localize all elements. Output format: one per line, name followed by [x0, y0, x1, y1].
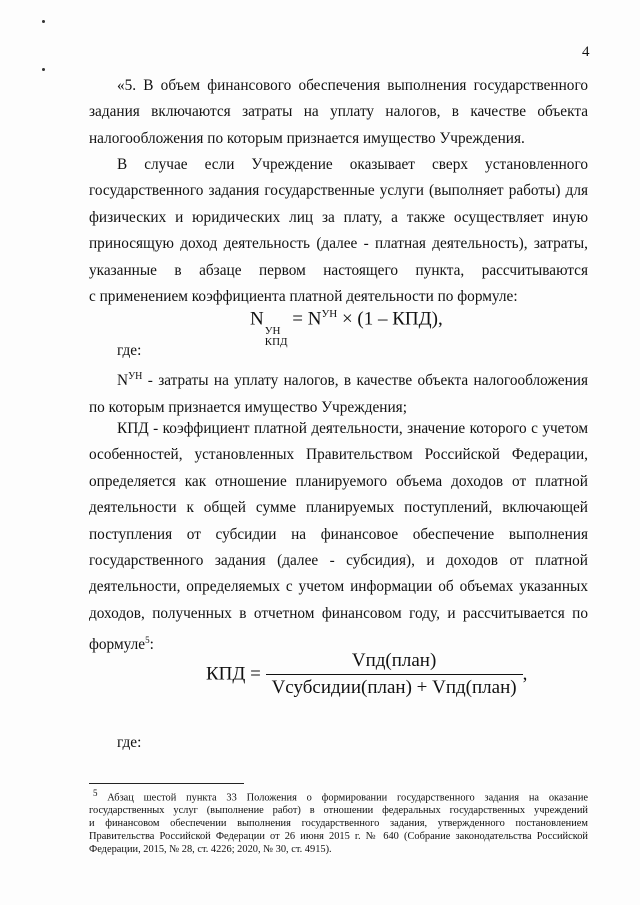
paragraph-1 — [89, 73, 588, 152]
def-text: - затраты на уплату налогов, в качестве объекта налогообложения — [142, 372, 588, 390]
where-label-1 — [89, 338, 588, 364]
text-line: поступления от субсидии на финансовое обеспечение выполнения — [89, 525, 588, 543]
formula-lhs: N — [250, 308, 264, 330]
formula-rhs-sup: УН — [321, 308, 338, 320]
page-number: 4 — [582, 44, 590, 60]
footnote-line: и финансовом обеспечении выполнения государственного задания, утвержденного постановлением — [89, 818, 588, 830]
footnote-mark: 5 — [93, 788, 98, 798]
text-line: деятельности, определяемых с учетом информации об объемах указанных — [89, 578, 588, 596]
text-line: В случае если Учреждение оказывает сверх установленного — [117, 156, 588, 173]
text-line: доходов, полученных в отчетном финансовом году, и рассчитывается по — [89, 604, 588, 622]
footnote — [89, 787, 588, 856]
footnote-text: Абзац шестой пункта 33 Положения о формировании государственного задания на оказание — [97, 792, 588, 804]
formula-lhs-sup: УН — [264, 325, 281, 338]
text-line: с применением коэффициента платной деятельности по формуле: — [89, 288, 518, 306]
scan-dot — [42, 20, 45, 23]
formula-lhs: КПД = — [206, 663, 266, 685]
formula-lhs-sub: КПД — [264, 336, 288, 349]
text-fragment: формуле — [89, 636, 146, 654]
text-line: деятельности к общей сумме планируемых поступлений, включающей — [89, 499, 588, 517]
text-line: государственного задания государственные услуги (выполняет работы) для — [89, 182, 588, 200]
formula-rhs-rest: × (1 – КПД), — [337, 308, 443, 330]
footnote-line: Правительства Российской Федерации от 26 июня 2015 г. № 640 (Собрание законодательства Российской — [89, 831, 588, 843]
text-line: приносящую доход деятельность (далее - платная деятельность), затраты, — [89, 235, 588, 253]
formula-eq: = — [287, 308, 308, 330]
footnote-ref: 5 — [145, 635, 150, 646]
def-symbol-sup: УН — [128, 371, 143, 382]
where-label-2 — [89, 730, 588, 756]
text-fragment: : — [149, 636, 154, 654]
text-line: где: — [117, 342, 142, 359]
text-line: особенностей, установленных Правительством Российской Федерации, — [89, 446, 588, 464]
formula-rhs-n: N — [307, 308, 322, 330]
definition-n-un — [89, 364, 588, 421]
fraction — [266, 650, 523, 699]
paragraph-2 — [89, 152, 588, 310]
text-line: определяется как отношение планируемого объема доходов от платной — [89, 472, 588, 490]
footnote-line: государственных услуг (выполнение работ) в отношении федеральных государственных учреждений — [89, 805, 588, 817]
fraction-numerator: Vпд(план) — [351, 650, 437, 671]
formula-kpd — [206, 650, 527, 699]
text-line: где: — [117, 734, 142, 751]
def-symbol: N — [117, 372, 129, 390]
text-line: по которым признается имущество Учреждения; — [89, 398, 407, 416]
footnote-divider — [89, 783, 244, 784]
text-line: налогообложения по которым признается имущество Учреждения. — [89, 129, 525, 147]
text-line: «5. В объем финансового обеспечения выполнения государственного — [117, 77, 588, 94]
footnote-line — [89, 787, 588, 804]
text-line: физических и юридических лиц за плату, а также осуществляет иную — [89, 208, 588, 226]
text-line: государственного задания (далее - субсидия), и доходов от платной — [89, 552, 588, 570]
text-line: задания включаются затраты на уплату налогов, в качестве объекта — [89, 103, 588, 121]
text-line: КПД - коэффициент платной деятельности, значение которого с учетом — [117, 420, 588, 437]
footnote-line: Федерации, 2015, № 28, ст. 4226; 2020, № 30, ст. 4915). — [89, 844, 332, 856]
formula-tail: , — [522, 663, 528, 685]
text-line: указанные в абзаце первом настоящего пункта, рассчитываются — [89, 261, 588, 279]
text-line — [89, 364, 588, 395]
fraction-denominator: Vсубсидии(план) + Vпд(план) — [266, 674, 523, 699]
scan-dot — [42, 68, 45, 71]
paragraph-kpd — [89, 416, 588, 659]
